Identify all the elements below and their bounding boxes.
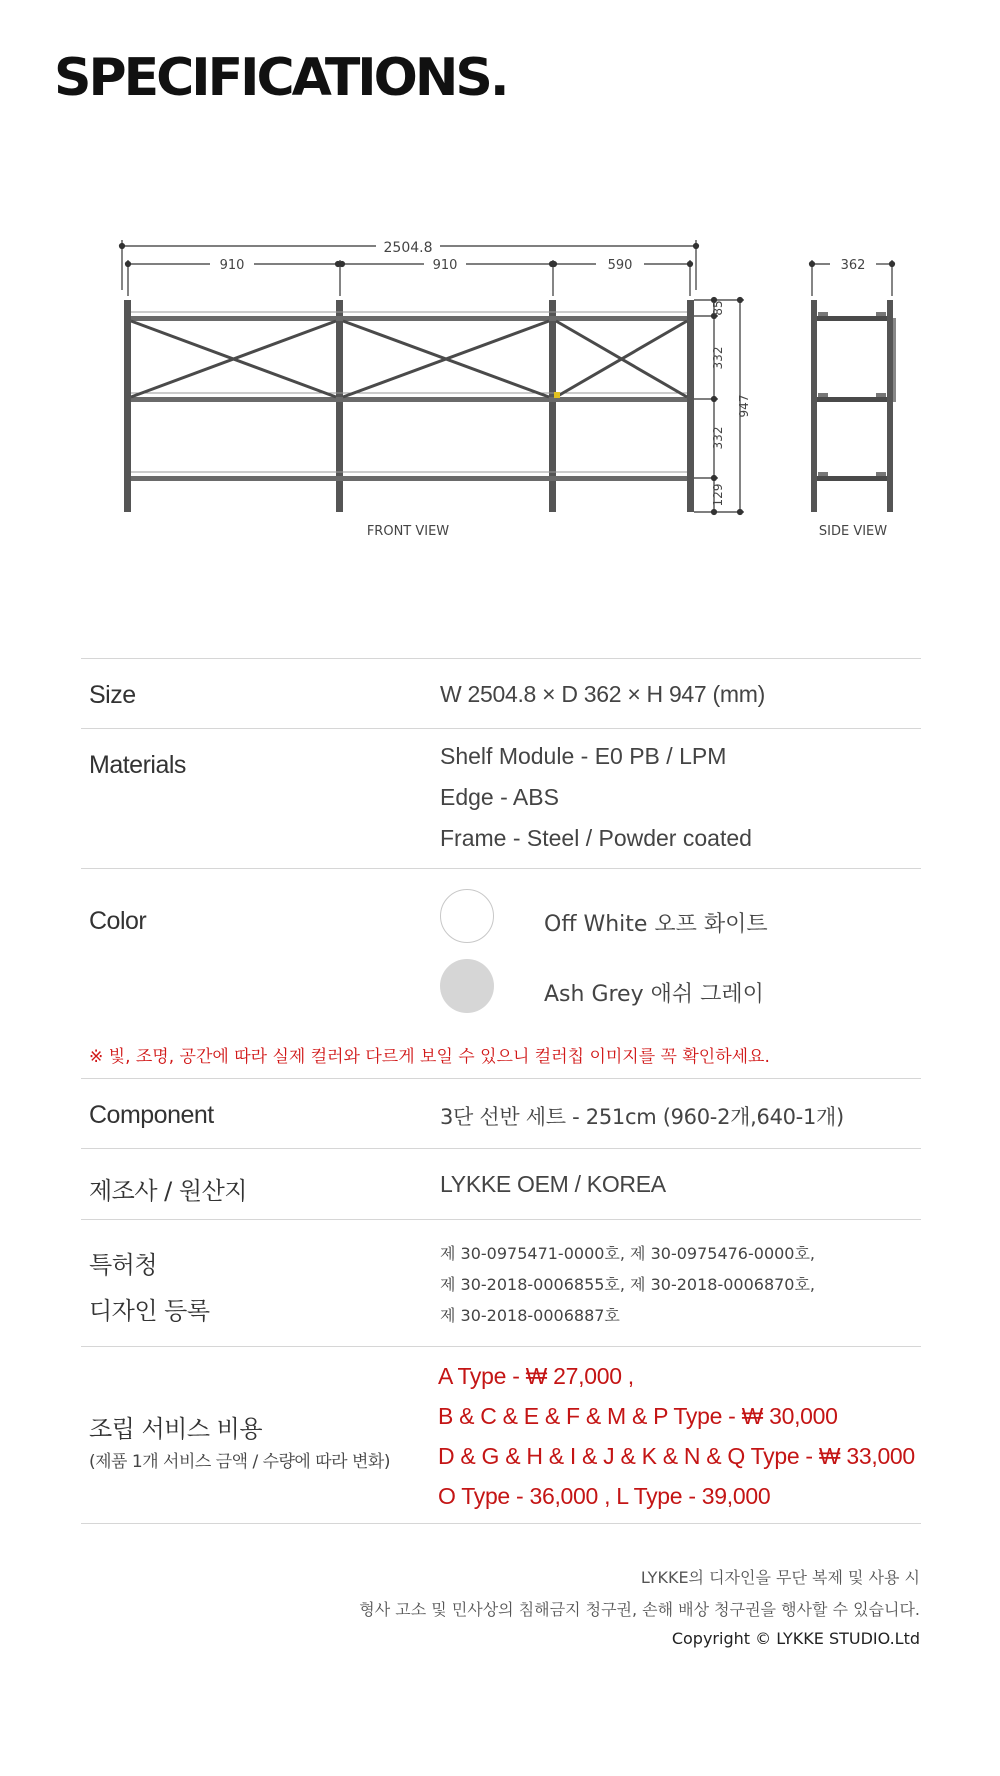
height-total: 947 — [737, 394, 751, 418]
price-o-l-type: O Type - 36,000 , L Type - 39,000 — [438, 1483, 771, 1509]
height-upper: 332 — [711, 346, 725, 370]
patent-label-line1: 특허청 — [89, 1251, 158, 1279]
swatch-ash-grey[interactable] — [440, 959, 494, 1013]
swatch-off-white-label: Off White 오프 화이트 — [544, 912, 768, 937]
patent-line-1: 제 30-0975471-0000호, 제 30-0975476-0000호, — [440, 1244, 816, 1263]
patent-line-2: 제 30-2018-0006855호, 제 30-2018-0006870호, — [440, 1275, 816, 1294]
front-view-shelf — [124, 300, 694, 512]
spec-table — [81, 658, 921, 1524]
price-a-type: A Type - ₩ 27,000 , — [438, 1363, 634, 1389]
color-label: Color — [89, 907, 147, 935]
patent-label — [89, 1242, 210, 1334]
height-base: 129 — [711, 483, 725, 507]
material-shelf: Shelf Module - E0 PB / LPM — [440, 743, 727, 769]
assembly-label: 조립 서비스 비용 — [89, 1415, 263, 1443]
color-notice: ※ 빛, 조명, 공간에 따라 실제 컬러와 다르게 보일 수 있으니 컬러칩 이미지를 꼭 확인하세요. — [89, 1047, 770, 1067]
material-frame: Frame - Steel / Powder coated — [440, 825, 752, 851]
maker-row — [81, 1148, 921, 1219]
dimension-total-width-label: 2504.8 — [383, 240, 433, 256]
price-d-group: D & G & H & I & J & K & N & Q Type - ₩ 33,000 — [438, 1443, 915, 1469]
size-value: W 2504.8 × D 362 × H 947 (mm) — [440, 681, 765, 707]
footer-line2: 형사 고소 및 민사상의 침해금지 청구권, 손해 배상 청구권을 행사할 수 있습니다. — [359, 1600, 920, 1619]
price-b-group: B & C & E & F & M & P Type - ₩ 30,000 — [438, 1403, 838, 1429]
color-row — [81, 868, 921, 1078]
module-width-1: 910 — [219, 258, 245, 273]
height-top: 85 — [711, 300, 725, 316]
front-view-caption: FRONT VIEW — [366, 524, 450, 539]
assembly-row — [81, 1346, 921, 1524]
size-label: Size — [89, 681, 136, 709]
material-edge: Edge - ABS — [440, 784, 559, 810]
technical-drawing — [0, 200, 1000, 580]
module-width-3: 590 — [607, 258, 633, 273]
maker-value: LYKKE OEM / KOREA — [440, 1171, 666, 1197]
side-view-shelf — [811, 300, 896, 512]
size-row — [81, 658, 921, 728]
materials-label: Materials — [89, 751, 186, 779]
assembly-sub-label: (제품 1개 서비스 금액 / 수량에 따라 변화) — [89, 1452, 390, 1472]
materials-row — [81, 728, 921, 868]
patent-list — [440, 1238, 815, 1331]
component-row — [81, 1078, 921, 1148]
swatch-off-white[interactable] — [440, 889, 494, 943]
patent-row — [81, 1219, 921, 1346]
footer-copyright: Copyright © LYKKE STUDIO.Ltd — [671, 1629, 920, 1648]
component-label: Component — [89, 1101, 214, 1129]
side-depth-label: 362 — [840, 258, 866, 273]
page-title: SPECIFICATIONS. — [54, 48, 507, 108]
footer-line1: LYKKE의 디자인을 무단 복제 및 사용 시 — [640, 1568, 920, 1587]
swatch-ash-grey-label: Ash Grey 애쉬 그레이 — [544, 982, 764, 1007]
patent-label-line2: 디자인 등록 — [89, 1297, 210, 1325]
height-lower: 332 — [711, 426, 725, 450]
patent-line-3: 제 30-2018-0006887호 — [440, 1306, 620, 1325]
module-width-2: 910 — [432, 258, 458, 273]
maker-label: 제조사 / 원산지 — [89, 1177, 247, 1205]
side-view-caption: SIDE VIEW — [818, 524, 888, 539]
component-value: 3단 선반 세트 - 251cm (960-2개,640-1개) — [440, 1105, 844, 1129]
